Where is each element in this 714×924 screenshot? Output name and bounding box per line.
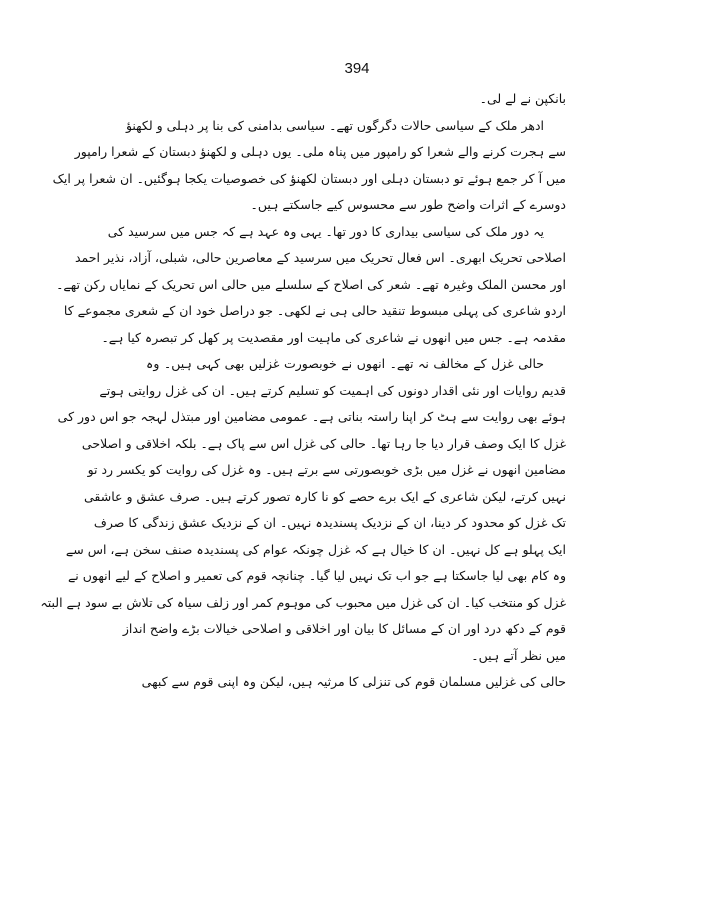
text-line: اور محسن الملک وغیرہ تھے۔ شعر کی اصلاح کے سلسلے میں حالی اس تحریک کے نمایاں رکن تھے۔ bbox=[56, 276, 566, 292]
text-line: حالی کی غزلیں مسلمان قوم کی تنزلی کا مرثیہ ہیں، لیکن وہ اپنی قوم سے کبھی bbox=[141, 674, 566, 689]
text-line: سے ہجرت کرنے والے شعرا کو رامپور میں پناہ ملی۔ یوں دہلی و لکھنؤ دبستان کے شعرا رامپور bbox=[74, 144, 566, 159]
text-line: بانکپن نے لے لی۔ bbox=[479, 91, 566, 106]
text-line: ہوئے بھی روایت سے ہٹ کر اپنا راستہ بناتی ہے۔ عمومی مضامین اور مبتذل لہجہ جو اس دور کی bbox=[57, 409, 566, 424]
text-line: قدیم روایات اور نئی اقدار دونوں کی اہمیت کو تسلیم کرتے ہیں۔ ان کی غزل روایتی ہوتے bbox=[99, 382, 566, 398]
text-line: مضامین انھوں نے غزل میں بڑی خوبصورتی سے برتے ہیں۔ وہ غزل کی روایت کو یکسر رد تو bbox=[87, 462, 566, 477]
text-line: حالی غزل کے مخالف نہ تھے۔ انھوں نے خوبصورت غزلیں بھی کہی ہیں۔ وہ bbox=[146, 356, 544, 371]
text-line: اصلاحی تحریک ابھری۔ اس فعال تحریک میں سرسید کے معاصرین حالی، شبلی، آزاد، نذیر احمد bbox=[75, 250, 566, 265]
text-line: مقدمہ ہے۔ جس میں انھوں نے شاعری کی ماہیت اور مقصدیت پر کھل کر تبصرہ کیا ہے۔ bbox=[101, 329, 566, 345]
page-number: 394 bbox=[344, 60, 370, 77]
text-line: ایک پہلو ہے کل نہیں۔ ان کا خیال ہے کہ غزل چونکہ عوام کی پسندیدہ صنف سخن ہے، اس سے bbox=[65, 541, 566, 557]
body-text bbox=[40, 86, 566, 696]
text-line: غزل کا ایک وصف قرار دیا جا رہا تھا۔ حالی کی غزل اس سے پاک ہے۔ بلکہ اخلاقی و اصلاحی bbox=[81, 435, 566, 451]
text-line: نہیں کرتے، لیکن شاعری کے ایک برے حصے کو نا کارہ تصور کرتے ہیں۔ صرف عشق و عاشقی bbox=[84, 488, 566, 504]
text-line: غزل کو منتخب کیا۔ ان کی غزل میں محبوب کی موہوم کمر اور زلف سیاہ کی تلاش بے سود ہے البتہ bbox=[40, 594, 566, 610]
text-line: تک غزل کو محدود کر دینا، ان کے نزدیک پسندیدہ نہیں۔ ان کے نزدیک عشق زندگی کا صرف bbox=[93, 515, 566, 530]
text-line: میں نظر آتے ہیں۔ bbox=[471, 647, 566, 663]
text-line: اردو شاعری کی پہلی مبسوط تنقید حالی ہی نے لکھی۔ جو دراصل خود ان کے شعری مجموعے کا bbox=[63, 303, 566, 318]
text-line: دوسرے کے اثرات واضح طور سے محسوس کیے جاسکتے ہیں۔ bbox=[250, 197, 566, 212]
text-line: ادھر ملک کے سیاسی حالات دگرگوں تھے۔ سیاسی بدامنی کی بنا پر دہلی و لکھنؤ bbox=[125, 117, 544, 133]
text-line: قوم کے دکھ درد اور ان کے مسائل کا بیان اور اخلاقی و اصلاحی خیالات بڑے واضح انداز bbox=[122, 621, 566, 636]
text-line: یہ دور ملک کی سیاسی بیداری کا دور تھا۔ یہی وہ عہد ہے کہ جس میں سرسید کی bbox=[107, 223, 544, 239]
text-line: وہ کام بھی لیا جاسکتا ہے جو اب تک نہیں لیا گیا۔ چنانچہ قوم کی تعمیر و اصلاح کے لیے انھوں نے bbox=[67, 568, 566, 583]
text-line: میں آ کر جمع ہوئے تو دبستان دہلی اور دبستان لکھنؤ کی خصوصیات یکجا ہوگئیں۔ ان شعرا پر ایک bbox=[52, 170, 566, 186]
